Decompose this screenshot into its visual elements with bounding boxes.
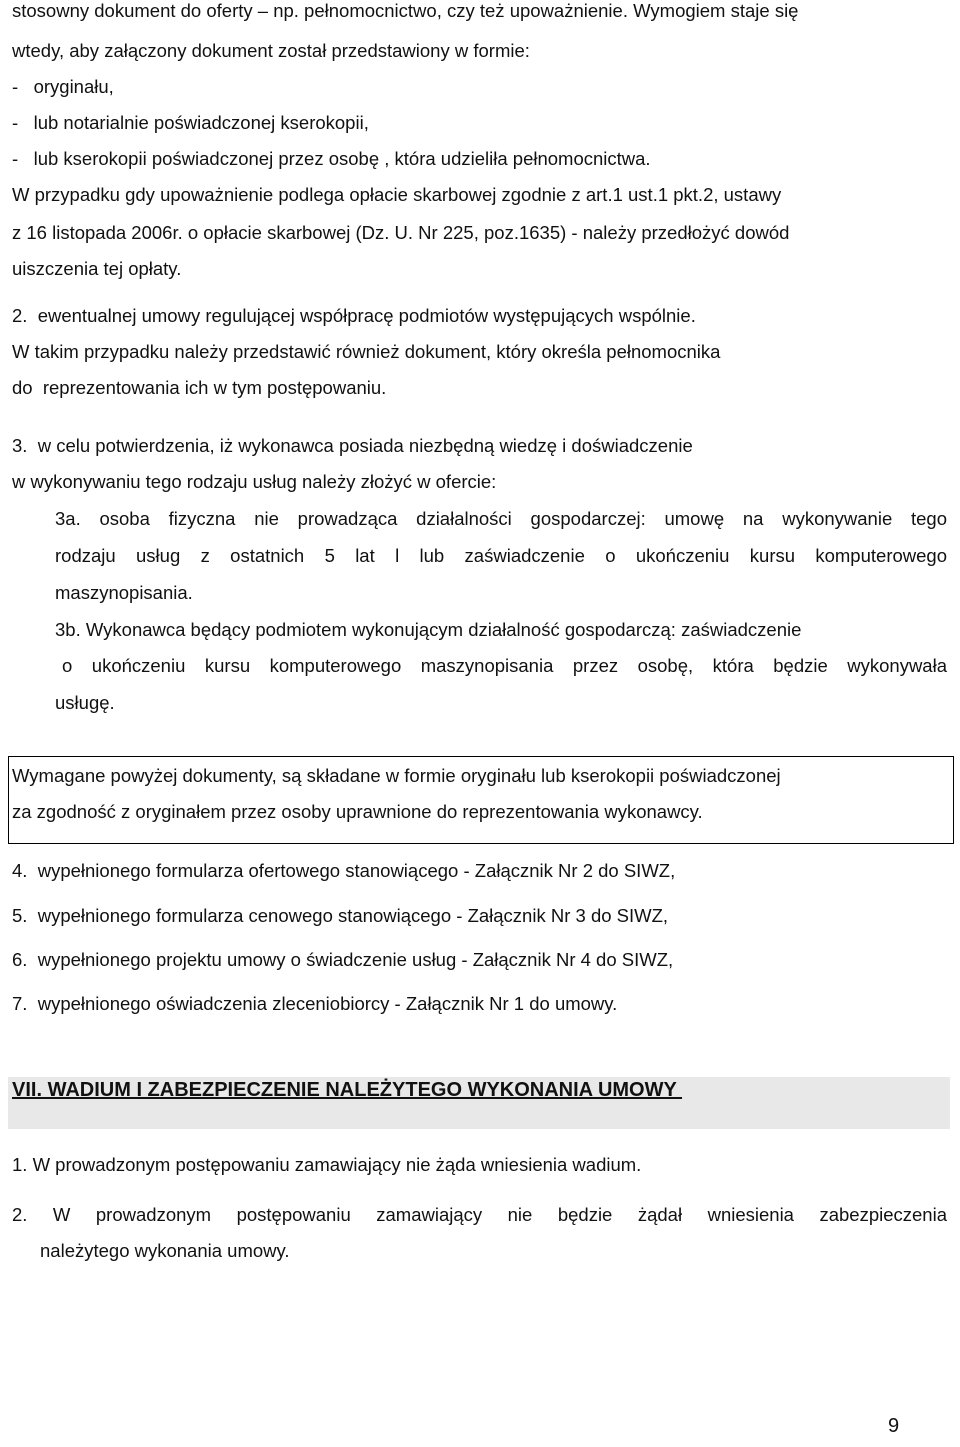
text-line: stosowny dokument do oferty – np. pełnomocnictwo, czy też upoważnienie. Wymogiem staje się <box>12 0 799 21</box>
list-item: 3a. osoba fizyczna nie prowadząca działalności gospodarczej: umowę na wykonywanie tego <box>55 508 947 529</box>
list-item: 5. wypełnionego formularza cenowego stanowiącego - Załącznik Nr 3 do SIWZ, <box>12 905 669 926</box>
list-item: 7. wypełnionego oświadczenia zleceniobiorcy - Załącznik Nr 1 do umowy. <box>12 993 618 1014</box>
page-number: 9 <box>888 1415 900 1437</box>
note-text: za zgodność z oryginałem przez osoby uprawnione do reprezentowania wykonawcy. <box>12 801 703 822</box>
list-item: 2. ewentualnej umowy regulującej współpracę podmiotów występujących wspólnie. <box>12 305 696 326</box>
note-text: Wymagane powyżej dokumenty, są składane w formie oryginału lub kserokopii poświadczonej <box>12 765 781 786</box>
section-heading: VII. WADIUM I ZABEZPIECZENIE NALEŻYTEGO WYKONANIA UMOWY <box>12 1079 683 1101</box>
text-line: rodzaju usług z ostatnich 5 lat l lub zaświadczenie o ukończeniu kursu komputerowego <box>55 545 947 566</box>
text-line: uiszczenia tej opłaty. <box>12 258 182 279</box>
text-line: z 16 listopada 2006r. o opłacie skarbowej (Dz. U. Nr 225, poz.1635) - należy przedłożyć dowód <box>12 222 790 243</box>
text-line: do reprezentowania ich w tym postępowaniu. <box>12 377 387 398</box>
list-item: - lub kserokopii poświadczonej przez osobę , która udzieliła pełnomocnictwa. <box>12 148 651 169</box>
list-item: 4. wypełnionego formularza ofertowego stanowiącego - Załącznik Nr 2 do SIWZ, <box>12 860 676 881</box>
list-item: 3. w celu potwierdzenia, iż wykonawca posiada niezbędną wiedzę i doświadczenie <box>12 435 693 456</box>
text-line: maszynopisania. <box>55 582 193 603</box>
text-line: wtedy, aby załączony dokument został przedstawiony w formie: <box>12 40 530 61</box>
text-line: usługę. <box>55 692 115 713</box>
list-item: 6. wypełnionego projektu umowy o świadczenie usług - Załącznik Nr 4 do SIWZ, <box>12 949 674 970</box>
list-item: - lub notarialnie poświadczonej kserokopii, <box>12 112 369 133</box>
text-line: należytego wykonania umowy. <box>40 1240 290 1261</box>
text-line: o ukończeniu kursu komputerowego maszynopisania przez osobę, która będzie wykonywała <box>62 655 947 676</box>
list-item: 1. W prowadzonym postępowaniu zamawiający nie żąda wniesienia wadium. <box>12 1154 642 1175</box>
list-item: 2. W prowadzonym postępowaniu zamawiający nie będzie żądał wniesienia zabezpieczenia <box>12 1204 947 1225</box>
text-line: W takim przypadku należy przedstawić również dokument, który określa pełnomocnika <box>12 341 721 362</box>
list-item: - oryginału, <box>12 76 114 97</box>
list-item: 3b. Wykonawca będący podmiotem wykonującym działalność gospodarczą: zaświadczenie <box>55 619 802 640</box>
text-line: w wykonywaniu tego rodzaju usług należy złożyć w ofercie: <box>12 471 497 492</box>
text-line: W przypadku gdy upoważnienie podlega opłacie skarbowej zgodnie z art.1 ust.1 pkt.2, ustawy <box>12 184 782 205</box>
